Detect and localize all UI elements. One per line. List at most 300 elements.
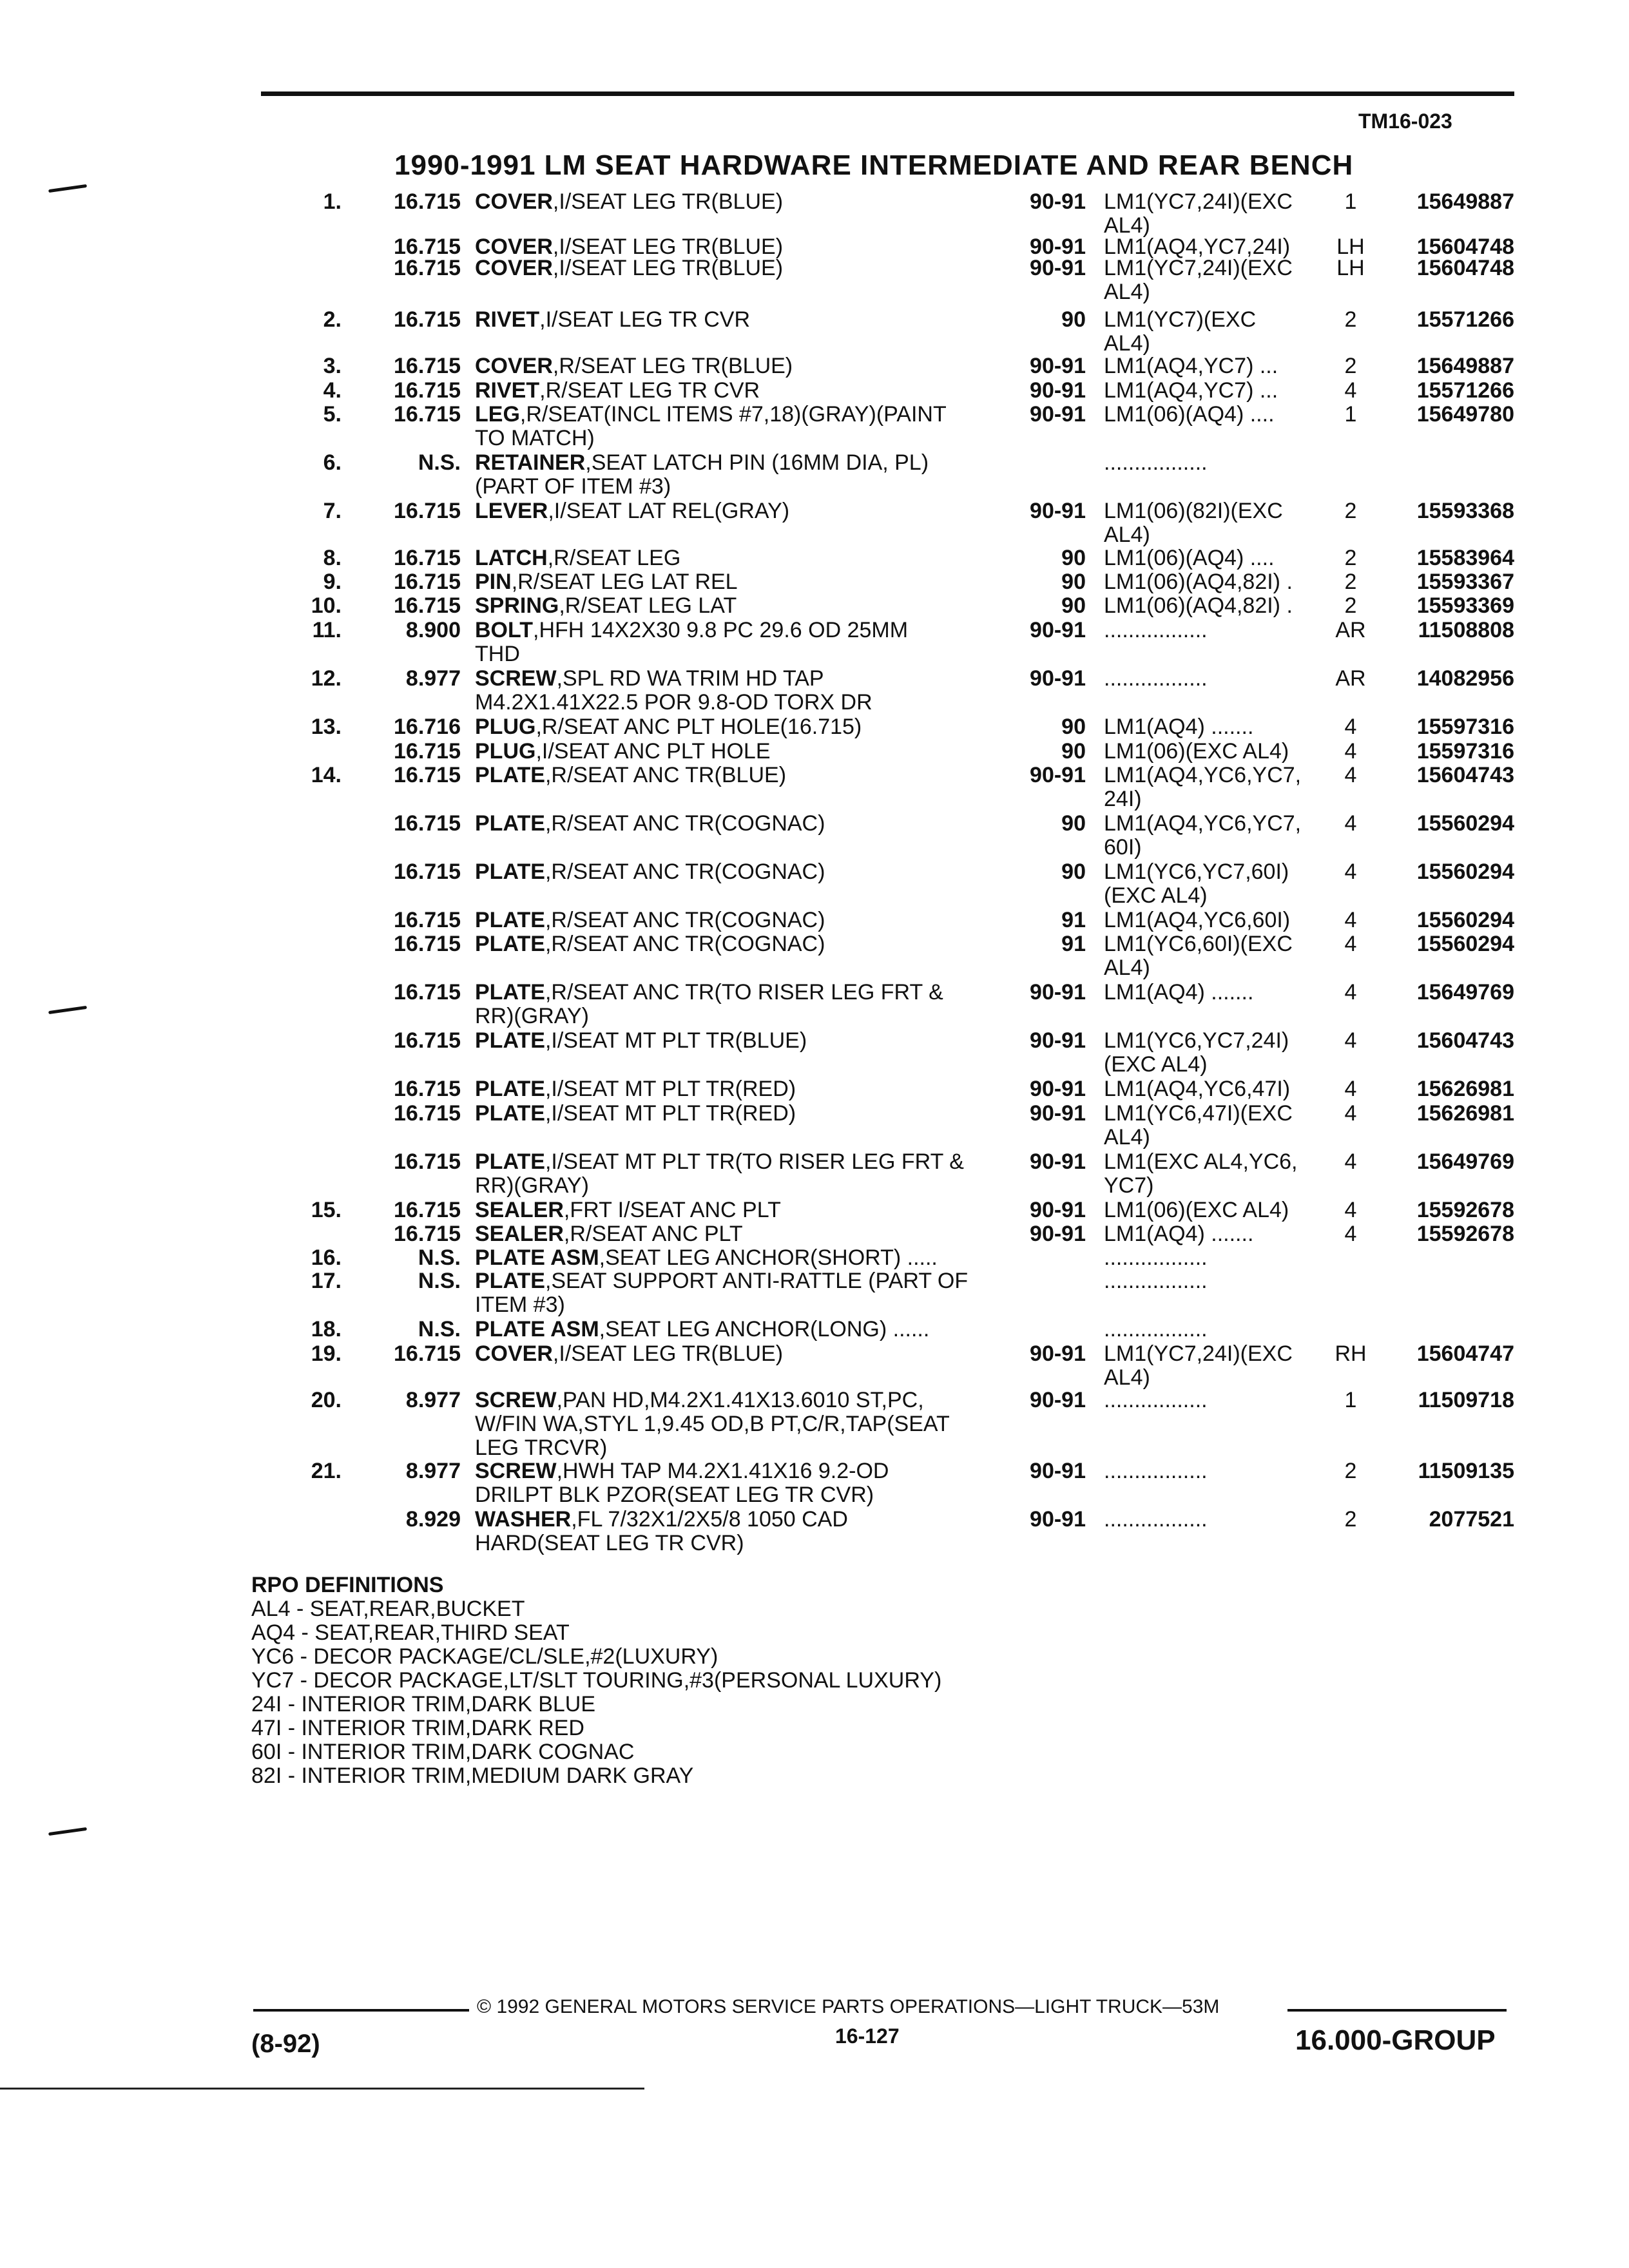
part-name: PLUG: [475, 715, 536, 739]
part-number: 15560294: [1416, 860, 1514, 884]
item-number: 21.: [311, 1459, 342, 1483]
part-number: 14082956: [1416, 666, 1514, 691]
part-number: 15626981: [1416, 1077, 1514, 1101]
model-years: 90: [1061, 860, 1086, 884]
part-name: SPRING: [475, 593, 559, 618]
part-detail: ,R/SEAT LEG: [547, 546, 681, 570]
part-description: [475, 667, 1003, 715]
model-years: 90: [1061, 715, 1086, 739]
item-number: 14.: [311, 763, 342, 787]
group-number: 16.715: [394, 235, 461, 259]
part-name: PLATE: [475, 932, 545, 956]
usage-models: .................: [1104, 1459, 1208, 1483]
model-years: 90: [1061, 307, 1086, 332]
rpo-line: AQ4 - SEAT,REAR,THIRD SEAT: [251, 1620, 570, 1645]
model-years: 90-91: [1030, 256, 1086, 280]
part-detail: ,R/SEAT LEG LAT: [559, 593, 737, 618]
quantity: 1: [1344, 189, 1357, 214]
part-number: 15571266: [1416, 378, 1514, 403]
usage-models: LM1(AQ4,YC6,YC7, 60I): [1104, 811, 1302, 860]
model-years: 90-91: [1030, 618, 1086, 642]
part-name: SCREW: [475, 1388, 557, 1412]
model-years: 90-91: [1030, 666, 1086, 691]
document-id: TM16-023: [1358, 110, 1452, 133]
quantity: 4: [1344, 811, 1357, 836]
model-years: 90-91: [1030, 235, 1086, 259]
quantity: 4: [1344, 1028, 1357, 1053]
usage-models: LM1(AQ4) .......: [1104, 980, 1254, 1004]
quantity: 4: [1344, 908, 1357, 932]
part-description: [475, 190, 1003, 214]
item-number: 8.: [323, 546, 342, 570]
part-detail: ,SEAT LEG ANCHOR(SHORT) .....: [599, 1245, 938, 1270]
quantity: 4: [1344, 715, 1357, 739]
part-name: RETAINER: [475, 450, 586, 475]
model-years: 90-91: [1030, 1149, 1086, 1174]
part-description: [475, 570, 1003, 594]
usage-models: LM1(06)(AQ4) ....: [1104, 546, 1275, 570]
model-years: 90-91: [1030, 1222, 1086, 1246]
bottom-rule: [0, 2088, 644, 2090]
item-number: 2.: [323, 307, 342, 332]
group-number: 8.977: [405, 666, 461, 691]
item-number: 20.: [311, 1388, 342, 1412]
usage-models: LM1(AQ4,YC6,60I): [1104, 908, 1291, 932]
item-number: 4.: [323, 378, 342, 403]
part-number: 15649887: [1416, 354, 1514, 378]
item-number: 18.: [311, 1317, 342, 1341]
part-description: [475, 1029, 1003, 1053]
usage-models: .................: [1104, 1507, 1208, 1532]
model-years: 90: [1061, 593, 1086, 618]
part-name: PLATE: [475, 1077, 545, 1101]
model-years: 90-91: [1030, 354, 1086, 378]
part-name: SEALER: [475, 1198, 564, 1222]
part-name: PLUG: [475, 739, 536, 764]
rpo-heading: RPO DEFINITIONS: [251, 1573, 444, 1597]
usage-models: LM1(AQ4) .......: [1104, 1222, 1254, 1246]
part-description: [475, 1318, 1003, 1341]
part-detail: ,FRT I/SEAT ANC PLT: [563, 1198, 781, 1222]
usage-models: LM1(AQ4) .......: [1104, 715, 1254, 739]
group-number: 8.929: [405, 1507, 461, 1532]
group-number: 16.715: [394, 860, 461, 884]
group-number: 16.715: [394, 1222, 461, 1246]
model-years: 90-91: [1030, 980, 1086, 1004]
part-number: 15560294: [1416, 811, 1514, 836]
item-number: 7.: [323, 499, 342, 523]
model-years: 90: [1061, 546, 1086, 570]
part-description: [475, 451, 1003, 499]
part-number: 15604743: [1416, 1028, 1514, 1053]
part-description: [475, 1459, 1003, 1507]
usage-models: LM1(AQ4,YC7,24I): [1104, 235, 1291, 259]
item-number: 17.: [311, 1269, 342, 1293]
item-number: 15.: [311, 1198, 342, 1222]
part-name: PLATE ASM: [475, 1317, 599, 1341]
group-number: 16.715: [394, 307, 461, 332]
quantity: LH: [1336, 256, 1365, 280]
model-years: 90-91: [1030, 1198, 1086, 1222]
part-detail: ,R/SEAT LEG LAT REL: [511, 570, 738, 594]
group-number: 16.715: [394, 980, 461, 1004]
usage-models: .................: [1104, 450, 1208, 475]
group-number: 16.715: [394, 1101, 461, 1126]
group-number: 16.715: [394, 256, 461, 280]
group-number: 16.715: [394, 1077, 461, 1101]
part-number: 15560294: [1416, 932, 1514, 956]
usage-models: .................: [1104, 1245, 1208, 1270]
part-number: 15593368: [1416, 499, 1514, 523]
part-detail: ,SEAT LATCH PIN (16MM DIA, PL) (PART OF ITEM #3): [475, 450, 929, 499]
part-description: [475, 764, 1003, 787]
part-name: PIN: [475, 570, 512, 594]
rpo-line: YC7 - DECOR PACKAGE,LT/SLT TOURING,#3(PERSONAL LUXURY): [251, 1668, 942, 1693]
part-description: [475, 594, 1003, 618]
item-number: 16.: [311, 1245, 342, 1270]
part-detail: ,R/SEAT ANC TR(COGNAC): [545, 811, 825, 836]
binder-mark: [48, 1006, 87, 1014]
usage-models: .................: [1104, 1269, 1208, 1293]
quantity: 4: [1344, 739, 1357, 764]
quantity: 2: [1344, 570, 1357, 594]
part-description: [475, 932, 1003, 956]
part-detail: ,R/SEAT ANC TR(COGNAC): [545, 932, 825, 956]
usage-models: .................: [1104, 1317, 1208, 1341]
quantity: 2: [1344, 1507, 1357, 1532]
usage-models: LM1(AQ4,YC6,47I): [1104, 1077, 1291, 1101]
model-years: 90-91: [1030, 763, 1086, 787]
quantity: 2: [1344, 593, 1357, 618]
group-number: 16.715: [394, 1149, 461, 1174]
part-number: 15593367: [1416, 570, 1514, 594]
group-number: 16.715: [394, 402, 461, 427]
part-description: [475, 1198, 1003, 1222]
part-detail: ,I/SEAT LAT REL(GRAY): [548, 499, 790, 523]
part-number: 15597316: [1416, 739, 1514, 764]
rpo-definitions: [251, 1573, 941, 1788]
quantity: 1: [1344, 402, 1357, 427]
part-name: PLATE: [475, 908, 545, 932]
part-detail: ,HWH TAP M4.2X1.41X16 9.2-OD DRILPT BLK PZOR(SEAT LEG TR CVR): [475, 1459, 889, 1507]
group-number: 16.715: [394, 811, 461, 836]
item-number: 3.: [323, 354, 342, 378]
part-number: 15571266: [1416, 307, 1514, 332]
quantity: 4: [1344, 1077, 1357, 1101]
part-number: 15649887: [1416, 189, 1514, 214]
part-detail: ,I/SEAT LEG TR(BLUE): [552, 256, 784, 280]
part-detail: ,SEAT SUPPORT ANTI-RATTLE (PART OF ITEM #3): [475, 1269, 969, 1317]
group-number: 16.715: [394, 546, 461, 570]
usage-models: LM1(06)(82I)(EXC AL4): [1104, 499, 1283, 547]
group-number: 16.715: [394, 378, 461, 403]
model-years: 90-91: [1030, 499, 1086, 523]
part-description: [475, 403, 1003, 450]
part-name: SCREW: [475, 1459, 557, 1483]
usage-models: .................: [1104, 1388, 1208, 1412]
quantity: 2: [1344, 546, 1357, 570]
part-number: 15592678: [1416, 1198, 1514, 1222]
part-name: PLATE: [475, 1028, 545, 1053]
part-number: 15626981: [1416, 1101, 1514, 1126]
part-detail: ,I/SEAT MT PLT TR(BLUE): [545, 1028, 807, 1053]
group-number: 16.716: [394, 715, 461, 739]
page-title: 1990-1991 LM SEAT HARDWARE INTERMEDIATE AND REAR BENCH: [394, 149, 1354, 181]
part-detail: ,R/SEAT ANC PLT: [563, 1222, 743, 1246]
quantity: 4: [1344, 860, 1357, 884]
part-description: [475, 379, 1003, 403]
part-detail: ,FL 7/32X1/2X5/8 1050 CAD HARD(SEAT LEG TR CVR): [475, 1507, 848, 1555]
part-description: [475, 981, 1003, 1028]
usage-models: .................: [1104, 666, 1208, 691]
usage-models: LM1(YC6,YC7,60I) (EXC AL4): [1104, 860, 1289, 908]
group-number: 16.715: [394, 1028, 461, 1053]
item-number: 9.: [323, 570, 342, 594]
part-number: 15649780: [1416, 402, 1514, 427]
part-name: COVER: [475, 256, 553, 280]
quantity: RH: [1335, 1341, 1367, 1366]
part-name: WASHER: [475, 1507, 572, 1532]
group-number: 16.715: [394, 354, 461, 378]
model-years: 91: [1061, 908, 1086, 932]
part-description: [475, 860, 1003, 884]
part-detail: ,R/SEAT(INCL ITEMS #7,18)(GRAY)(PAINT TO MATCH): [475, 402, 947, 450]
model-years: 90-91: [1030, 189, 1086, 214]
part-name: PLATE: [475, 860, 545, 884]
quantity: LH: [1336, 235, 1365, 259]
group-number: N.S.: [418, 1317, 461, 1341]
group-number: 8.977: [405, 1459, 461, 1483]
group-number: 16.715: [394, 593, 461, 618]
part-name: SCREW: [475, 666, 557, 691]
quantity: 1: [1344, 1388, 1357, 1412]
group-number: 16.715: [394, 932, 461, 956]
part-detail: ,SEAT LEG ANCHOR(LONG) ......: [599, 1317, 930, 1341]
model-years: 90: [1061, 739, 1086, 764]
rpo-line: 82I - INTERIOR TRIM,MEDIUM DARK GRAY: [251, 1763, 694, 1788]
model-years: 90-91: [1030, 378, 1086, 403]
part-number: 15604743: [1416, 763, 1514, 787]
part-name: PLATE: [475, 1149, 545, 1174]
part-description: [475, 1077, 1003, 1101]
part-detail: ,R/SEAT ANC PLT HOLE(16.715): [535, 715, 862, 739]
part-description: [475, 908, 1003, 932]
quantity: 4: [1344, 378, 1357, 403]
part-detail: ,R/SEAT ANC TR(TO RISER LEG FRT & RR)(GRAY): [475, 980, 943, 1028]
part-number: 15649769: [1416, 980, 1514, 1004]
usage-models: .................: [1104, 618, 1208, 642]
part-name: LEVER: [475, 499, 548, 523]
usage-models: LM1(06)(AQ4,82I) .: [1104, 593, 1293, 618]
part-description: [475, 308, 1003, 332]
part-number: 15593369: [1416, 593, 1514, 618]
item-number: 5.: [323, 402, 342, 427]
part-description: [475, 1508, 1003, 1555]
part-name: PLATE: [475, 763, 545, 787]
part-detail: ,R/SEAT LEG TR CVR: [539, 378, 760, 403]
group-number: 16.715: [394, 1341, 461, 1366]
quantity: 4: [1344, 932, 1357, 956]
item-number: 12.: [311, 666, 342, 691]
group-number: 8.977: [405, 1388, 461, 1412]
model-years: 90: [1061, 570, 1086, 594]
part-name: COVER: [475, 189, 553, 214]
part-name: COVER: [475, 1341, 553, 1366]
binder-mark: [48, 1827, 87, 1836]
part-detail: ,R/SEAT ANC TR(COGNAC): [545, 860, 825, 884]
rpo-line: AL4 - SEAT,REAR,BUCKET: [251, 1597, 525, 1621]
part-number: 11509135: [1418, 1459, 1514, 1483]
item-number: 10.: [311, 593, 342, 618]
part-name: SEALER: [475, 1222, 564, 1246]
usage-models: LM1(YC7,24I)(EXC AL4): [1104, 256, 1293, 304]
part-name: PLATE: [475, 811, 545, 836]
part-description: [475, 499, 1003, 523]
group-number: 16.715: [394, 763, 461, 787]
quantity: 4: [1344, 1198, 1357, 1222]
part-detail: ,I/SEAT LEG TR(BLUE): [552, 1341, 784, 1366]
part-detail: ,R/SEAT LEG TR(BLUE): [552, 354, 793, 378]
quantity: 2: [1344, 1459, 1357, 1483]
part-number: 15592678: [1416, 1222, 1514, 1246]
usage-models: LM1(AQ4,YC6,YC7, 24I): [1104, 763, 1302, 811]
group-number: 16.715: [394, 189, 461, 214]
part-name: PLATE ASM: [475, 1245, 599, 1270]
model-years: 90-91: [1030, 1507, 1086, 1532]
part-description: [475, 1342, 1003, 1366]
part-detail: ,I/SEAT ANC PLT HOLE: [535, 739, 771, 764]
group-number: 16.715: [394, 499, 461, 523]
quantity: 2: [1344, 307, 1357, 332]
usage-models: LM1(YC6,YC7,24I) (EXC AL4): [1104, 1028, 1289, 1077]
usage-models: LM1(EXC AL4,YC6, YC7): [1104, 1149, 1298, 1198]
part-number: 11509718: [1418, 1388, 1514, 1412]
part-number: 2077521: [1429, 1507, 1514, 1532]
item-number: 13.: [311, 715, 342, 739]
model-years: 90-91: [1030, 1388, 1086, 1412]
part-name: LEG: [475, 402, 520, 427]
part-number: 15597316: [1416, 715, 1514, 739]
group-number: 16.715: [394, 1198, 461, 1222]
quantity: 2: [1344, 354, 1357, 378]
part-description: [475, 740, 1003, 764]
model-years: 90-91: [1030, 1077, 1086, 1101]
rpo-line: 60I - INTERIOR TRIM,DARK COGNAC: [251, 1740, 635, 1764]
part-description: [475, 1102, 1003, 1126]
part-description: [475, 546, 1003, 570]
model-years: 91: [1061, 932, 1086, 956]
model-years: 90-91: [1030, 1101, 1086, 1126]
part-detail: ,R/SEAT ANC TR(COGNAC): [545, 908, 825, 932]
part-detail: ,SPL RD WA TRIM HD TAP M4.2X1.41X22.5 POR 9.8-OD TORX DR: [475, 666, 872, 715]
usage-models: LM1(YC7,24I)(EXC AL4): [1104, 1341, 1293, 1390]
group-number: 16.715: [394, 739, 461, 764]
quantity: AR: [1335, 666, 1366, 691]
part-detail: ,I/SEAT MT PLT TR(RED): [545, 1077, 796, 1101]
usage-models: LM1(YC6,47I)(EXC AL4): [1104, 1101, 1293, 1149]
usage-models: LM1(YC6,60I)(EXC AL4): [1104, 932, 1293, 980]
part-detail: ,I/SEAT LEG TR(BLUE): [552, 189, 784, 214]
part-number: 15604748: [1416, 256, 1514, 280]
part-name: RIVET: [475, 307, 540, 332]
usage-models: LM1(06)(EXC AL4): [1104, 1198, 1289, 1222]
usage-models: LM1(AQ4,YC7) ...: [1104, 354, 1278, 378]
model-years: 90-91: [1030, 402, 1086, 427]
part-name: COVER: [475, 235, 553, 259]
group-number: 16.715: [394, 570, 461, 594]
part-name: BOLT: [475, 618, 534, 642]
item-number: 11.: [312, 618, 342, 642]
rpo-line: 24I - INTERIOR TRIM,DARK BLUE: [251, 1692, 596, 1716]
quantity: 4: [1344, 763, 1357, 787]
part-number: 15583964: [1416, 546, 1514, 570]
group-number: 16.715: [394, 908, 461, 932]
part-number: 15649769: [1416, 1149, 1514, 1174]
model-years: 90-91: [1030, 1459, 1086, 1483]
part-description: [475, 1150, 1003, 1198]
usage-models: LM1(06)(AQ4,82I) .: [1104, 570, 1293, 594]
part-name: LATCH: [475, 546, 548, 570]
group-number: N.S.: [418, 450, 461, 475]
footer-page-number: 16-127: [835, 2024, 900, 2048]
part-detail: ,R/SEAT ANC TR(BLUE): [545, 763, 787, 787]
model-years: 90-91: [1030, 1028, 1086, 1053]
part-detail: ,I/SEAT MT PLT TR(TO RISER LEG FRT & RR)(GRAY): [475, 1149, 964, 1198]
footer-group: 16.000-GROUP: [1295, 2024, 1496, 2056]
top-rule: [261, 91, 1514, 96]
part-detail: ,I/SEAT LEG TR CVR: [539, 307, 750, 332]
part-description: [475, 1246, 1003, 1270]
item-number: 19.: [311, 1341, 342, 1366]
part-number: 15560294: [1416, 908, 1514, 932]
footer-copyright: © 1992 GENERAL MOTORS SERVICE PARTS OPERATIONS—LIGHT TRUCK—53M: [477, 1996, 1220, 2017]
quantity: 4: [1344, 1222, 1357, 1246]
group-number: N.S.: [418, 1269, 461, 1293]
quantity: 2: [1344, 499, 1357, 523]
quantity: 4: [1344, 980, 1357, 1004]
model-years: 90-91: [1030, 1341, 1086, 1366]
part-description: [475, 1389, 1003, 1460]
part-description: [475, 619, 1003, 666]
model-years: 90: [1061, 811, 1086, 836]
footer-date: (8-92): [251, 2030, 320, 2058]
part-description: [475, 715, 1003, 739]
group-number: N.S.: [418, 1245, 461, 1270]
quantity: AR: [1335, 618, 1366, 642]
binder-mark: [48, 184, 87, 193]
part-name: PLATE: [475, 980, 545, 1004]
quantity: 4: [1344, 1101, 1357, 1126]
item-number: 1.: [323, 189, 342, 214]
part-name: PLATE: [475, 1269, 545, 1293]
part-description: [475, 812, 1003, 836]
usage-models: LM1(YC7,24I)(EXC AL4): [1104, 189, 1293, 238]
part-detail: ,HFH 14X2X30 9.8 PC 29.6 OD 25MM THD: [475, 618, 909, 666]
quantity: 4: [1344, 1149, 1357, 1174]
footer-rule-right: [1287, 2009, 1507, 2012]
footer-rule-left: [253, 2009, 469, 2012]
part-description: [475, 1222, 1003, 1246]
usage-models: LM1(AQ4,YC7) ...: [1104, 378, 1278, 403]
part-name: RIVET: [475, 378, 540, 403]
part-detail: ,PAN HD,M4.2X1.41X13.6010 ST,PC, W/FIN WA,STYL 1,9.45 OD,B PT,C/R,TAP(SEAT LEG TRCVR): [475, 1388, 950, 1460]
part-description: [475, 1269, 1003, 1317]
part-name: COVER: [475, 354, 553, 378]
part-detail: ,I/SEAT LEG TR(BLUE): [552, 235, 784, 259]
part-description: [475, 256, 1003, 280]
usage-models: LM1(06)(AQ4) ....: [1104, 402, 1275, 427]
rpo-line: 47I - INTERIOR TRIM,DARK RED: [251, 1716, 584, 1740]
